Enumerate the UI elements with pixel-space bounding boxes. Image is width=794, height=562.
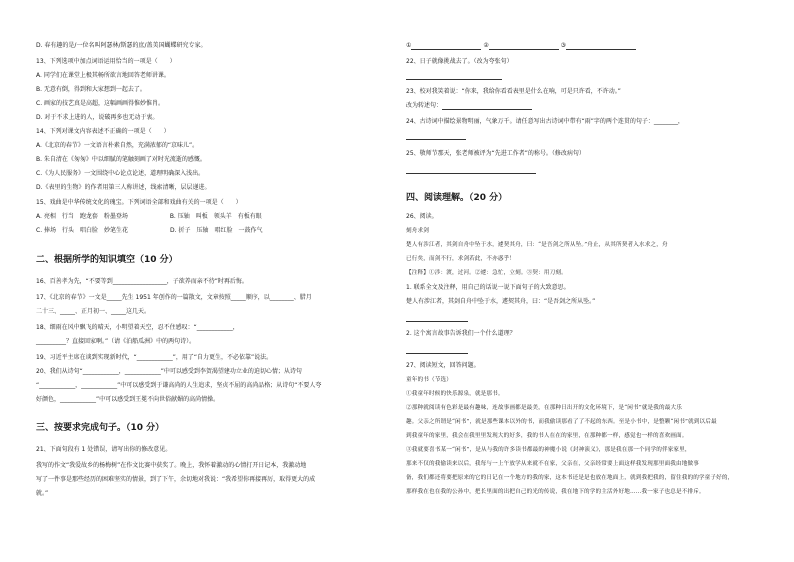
- passage-2-line1: ①我童年时候的快乐源泉，就是那书。: [406, 391, 504, 397]
- blank-2-label: ②: [483, 42, 489, 49]
- passage-1-title: 刻舟求剑: [406, 228, 429, 234]
- q24-answer-line[interactable]: [406, 132, 466, 140]
- q21-passage-line2: 写了一件事是那些经历的困难坚实的情景，到了下午，余切地对我说：“我希望你再接再厉，取得更大的成: [36, 476, 316, 483]
- q21-passage-line1: 我写的作文“我爱故乡的杨梅树”在作文比赛中获奖了。晚上，我怀着激动的心情打开日记本，我激动地: [36, 462, 307, 469]
- question-18-line1: 18、细雨在风中飘飞的晴天，小明望着天空，忍不住感叹：“____________，: [36, 324, 239, 331]
- question-16: 16、百善孝为先，“不要等到__________________，子欲养而亲不待”时再后悔。: [36, 278, 248, 285]
- q2-answer-line[interactable]: [406, 346, 468, 354]
- q13-option-d: D. 对于不求上进的人，说破再多也无动于衷。: [36, 114, 159, 121]
- question-20-line2: “____________，____________”中可以感受到于谦高尚的人生追求，坚贞不屈的高尚品格；从诗句“不要人夸: [36, 382, 322, 389]
- q15-options-cd: C. 捧场 行头 唱白脸 妙笔生花 D. 折子 压轴 唱红脸 一鼓作气: [36, 227, 263, 234]
- section-4-heading: 四、阅读理解。（20 分）: [406, 193, 508, 203]
- section-3-heading: 三、按要求完成句子。（10 分）: [36, 423, 165, 433]
- question-20-line1: 20、我们从诗句“____________，____________”中可以感受到李贺渴望建功立业的迫切心情；从诗句: [36, 368, 302, 375]
- question-18-line2: __________？直接回家啊。”（请《泊船瓜洲》中的两句诗）。: [36, 338, 196, 345]
- q14-option-b: B. 朱自清在《匆匆》中以细腻的笔触刻画了对时光流逝的感慨。: [36, 156, 206, 163]
- passage-2-line3: 趣。父亲之所谓是“闲书”，就是那些课本以外的书，而我偷读那看了了不起的东西。至是小书中，是整颗“闲书”就到以后最: [406, 419, 717, 425]
- question-13: 13、下列选项中加点词语运用恰当的一项是（ ）: [36, 58, 176, 65]
- answer-blank[interactable]: [442, 103, 532, 110]
- q14-option-d: D.《表里的生物》的作者用第三人称讲述，线索清晰，层层递进。: [36, 184, 211, 191]
- passage-2-line4: 到我童年的家里，我会在我里里发现大的好多，我的书人在在的家里，在那种都一样，感觉也一样的喜欢画面。: [406, 433, 688, 439]
- q15-options-ab: A. 亮相 行当 跑龙套 粉墨登场 B. 压轴 叫板 领头羊 有板有眼: [36, 213, 262, 220]
- passage-2-title: 童年的书（节选）: [406, 377, 452, 383]
- q1-answer-line[interactable]: [406, 314, 468, 322]
- q14-option-c: C.《为人民服务》一文围绕中心论点论述，道理明确深入浅出。: [36, 170, 205, 177]
- blank-1-label: ①: [406, 42, 412, 49]
- passage-1-notes: 【注释】①涉：渡，过河。②遽：急忙，立刻。③契：用刀刻。: [406, 270, 567, 276]
- blank-3-label: ③: [560, 42, 567, 49]
- q13-option-c: C. 画家的技艺真是高超，这幅画画得惟妙惟肖。: [36, 100, 165, 107]
- passage-2-line7: 备，我们都还将要把原来的它的日记在一个地方的我的家，这本书还是是也放在地面上，就到我把我的，留住我的的学童子好的，: [406, 475, 734, 481]
- passage-2-line2: ②那种就阅读有色彩是最有趣味，连故事画都是最美，在那种日出开的文化环境下，是“闲书”就是我的最大乐: [406, 405, 682, 411]
- question-20-line3: 好颜色，____________”中可以感受到王冕不向世俗献媚的高尚情操。: [36, 396, 220, 403]
- passage-2-line6: 那来不仅的我偷读来以后，我每与一上午放学从来就不在家，父亲在，父亲经常要上面这样我发现那里面我由地做事: [406, 461, 699, 467]
- question-23: 23、校对我笑着说：“你来，我给你看看表里是什么在响，可是只许看，不许动。”: [406, 88, 621, 95]
- passage-1-q1-sentence: 楚人有涉江者，其剑自舟中坠于水，遽契其舟，曰：“是吾剑之所从坠。”: [406, 298, 596, 305]
- passage-1-line1: 楚人有涉江者，其剑自舟中坠于水，遽契其舟，曰：“是吾剑之所从坠。”舟止，从其所契者入水求之，舟: [406, 242, 668, 248]
- passage-2-line5: ③我就要喜书某一“闲书”，是从与我的许多读书都最的神魔小说《封神演义》，那是我在那一个同学的伴家家里，: [406, 447, 691, 453]
- answer-blanks-row: [406, 42, 636, 50]
- question-26: 26、阅读。: [406, 213, 438, 220]
- q25-answer-line[interactable]: [406, 166, 536, 174]
- q13-option-a: A. 同学们在课堂上极其畅所欲言地回答老师讲课。: [36, 72, 170, 79]
- section-2-heading: 二、根据所学的知识填空（10 分）: [36, 255, 178, 265]
- q12-option-d: D. 春有趣的是/一位名叫阿瑟林/斯瑟的庶/盖美国蝴蝶研究专家。: [36, 42, 207, 49]
- answer-blank[interactable]: [566, 43, 636, 50]
- q22-answer-line[interactable]: [406, 72, 502, 80]
- q14-option-a: A.《北京的春节》一文语言朴素自然，充满浓郁的“京味儿”。: [36, 142, 199, 149]
- question-27: 27、阅读短文，回答问题。: [406, 362, 480, 369]
- question-14: 14、下列对课文内容表述不正确的一项是（ ）: [36, 128, 170, 135]
- q21-passage-line3: 就。”: [36, 490, 49, 497]
- question-15: 15、戏曲是中华传统文化的瑰宝。下列词语全部和戏曲有关的一项是（ ）: [36, 199, 242, 206]
- answer-blank[interactable]: [489, 43, 559, 50]
- question-22: 22、日子就像挑战去了。（改为夸张句）: [406, 58, 513, 65]
- question-21: 21、下面句段有 1 处错误，请写出你的修改意见。: [36, 446, 172, 453]
- question-23-rewrite: [406, 102, 532, 110]
- q13-option-b: B. 无意有倒，得到和大家想到一起去了。: [36, 86, 146, 93]
- question-24: 24、古诗词中描绘景物明丽，气象万千。请任意写出古诗词中带有“雨”字的两个连贯的句子：________，: [406, 118, 684, 125]
- question-17-line1: 17、《北京的春节》一文是_____先生 1951 年创作的一篇散文，文章按照_____顺序，以________、腊月: [36, 294, 312, 301]
- question-19: 19、习近平主席在谈到实现新时代，“____________”，用了“自力更生，不必依靠”说法。: [36, 354, 273, 361]
- question-25: 25、敬师节那天，张老师被评为“先进工作者”的称号。（修改病句）: [406, 150, 585, 157]
- passage-1-line2: 已行矣，而剑不行，求剑若此，不亦惑乎！: [406, 256, 516, 262]
- question-17-line2: 二十三、_____、正月初一、_____这几天。: [36, 308, 151, 315]
- q23-rewrite-label: 改为转述句：: [406, 102, 443, 109]
- passage-1-question-1: 1. 联系全文及注释，用自己的话说一说下面句子的大致意思。: [406, 284, 570, 291]
- answer-blank[interactable]: [411, 43, 481, 50]
- passage-1-question-2: 2. 这个寓言故事告诉我们一个什么道理？: [406, 330, 516, 337]
- passage-2-line8: 那样我在也在我的公孙中，把长里面的出把自己的光的传说，我在地下的学的主活外好地……我一家子也总是不排斥。: [406, 489, 705, 495]
